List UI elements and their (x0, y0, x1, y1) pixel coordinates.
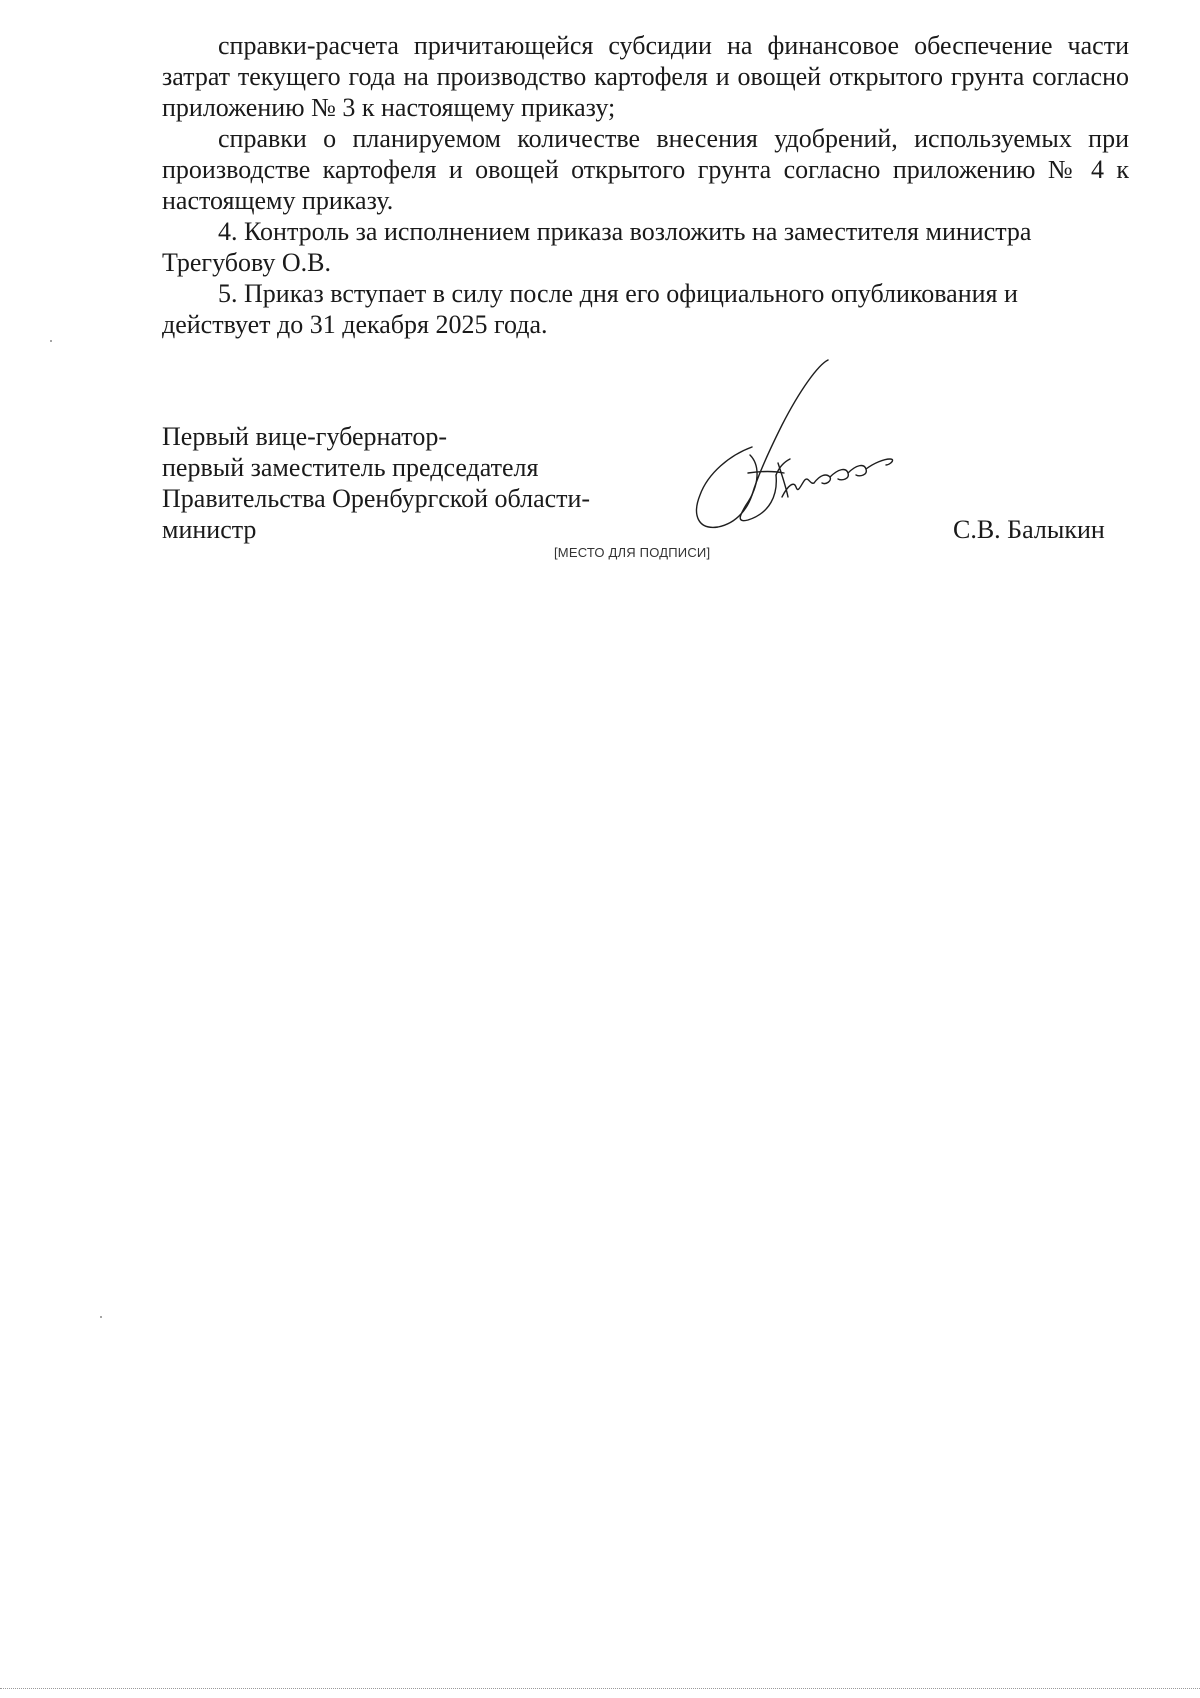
signer-name: С.В. Балыкин (953, 515, 1105, 544)
handwritten-signature-icon (690, 355, 920, 535)
scan-speck (50, 340, 52, 342)
position-line: Правительства Оренбургской области- (162, 484, 591, 513)
scan-speck (100, 1316, 102, 1318)
order-body-text (162, 30, 1129, 340)
signature-placeholder: [МЕСТО ДЛЯ ПОДПИСИ] (554, 545, 711, 560)
paragraph-fertilizer-reference: справки о планируемом количестве внесения удобрений, используемых при производстве картофеля и овощей открытого грунта согласно приложению № 4 к настоящему приказу. (162, 124, 1129, 215)
paragraph-control: 4. Контроль за исполнением приказа возложить на заместителя министра Трегубову О.В. (162, 217, 1032, 277)
position-line: первый заместитель председателя (162, 453, 539, 482)
paragraph-subsidy-calculation: справки-расчета причитающейся субсидии на финансовое обеспечение части затрат текущего года на производство картофеля и овощей открытого грунта согласно приложению № 3 к настоящему приказу; (162, 31, 1129, 122)
signatory-position (162, 421, 682, 545)
page-bottom-edge (0, 1688, 1200, 1689)
paragraph-effective-date: 5. Приказ вступает в силу после дня его официального опубликования и действует до 31 декабря 2025 года. (162, 279, 1018, 339)
position-line: министр (162, 515, 257, 544)
position-line: Первый вице-губернатор- (162, 422, 447, 451)
